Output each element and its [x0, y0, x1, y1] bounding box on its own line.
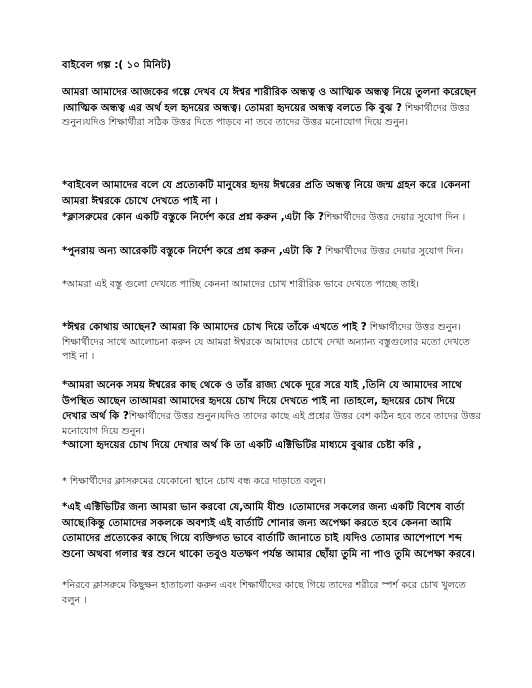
paragraph-another-object — [62, 244, 482, 260]
paragraph-normal-text: শিক্ষার্থীদের উত্তর দেয়ার সুযোগ দিন। — [322, 246, 464, 257]
paragraph-pretend-jesus — [62, 500, 482, 562]
paragraph-bold-text: *বাইবেল আমাদের বলে যে প্রত্যেকটি মানুষের হৃদয় ঈশ্বরের প্রতি অন্ধত্ব নিয়ে জন্ম গ্রহন করে ।কেননা আমরা ঈশ্বরকে চোখে দেখতে পাই না । — [62, 180, 470, 207]
paragraph-intro — [62, 85, 482, 131]
paragraph-bold-text: *আসো হৃদয়ের চোখ দিয়ে দেখার অর্থ কি তা একটি এক্টিভিটির মাধ্যমে বুঝার চেষ্টা করি , — [62, 440, 422, 451]
paragraph-bold-text: *ঈশ্বর কোথায় আছেন? আমরা কি আমাদের চোখ দিয়ে তাঁকে এখতে পাই ? — [62, 322, 367, 333]
paragraph-walk-quietly — [62, 578, 482, 608]
paragraph-bold-text: *ক্লাসরুমের কোন একটি বস্তুকে নির্দেশ করে প্রশ্ন করুন ,এটা কি ? — [62, 212, 324, 223]
paragraph-where-is-god — [62, 320, 482, 365]
paragraph-bold-text: *পুনরায় অন্য আরেকটি বস্তুকে নির্দেশ করে প্রশ্ন করুন ,এটা কি ? — [62, 246, 323, 257]
paragraph-normal-text: শিক্ষার্থীদের উত্তর শুনুন।যদিও শিক্ষার্থীরা সঠিক উত্তর দিতে পাড়বে না তবে তাদের উত্তর মনোযোগ দিয়ে শুনুন। — [62, 102, 470, 128]
paragraph-normal-text: *নিরবে ক্লাসরুমে কিছুক্ষন হাতাচলা করুন এবং শিক্ষার্থীদের কাছে গিয়ে তাদের শরীরে স্পর্শ করে চোখ খুলতে বলুন । — [62, 580, 466, 606]
paragraph-normal-text: শিক্ষার্থীদের উত্তর শুনুন।শিক্ষার্থীদের সাথে আলোচনা করুন যে আমরা ঈশ্বরকে আমাদের চোখে দেখা অন্যান্য বস্তুগুলোর মতো দেখতে পাই না । — [62, 322, 470, 362]
paragraph-bold-text: আমরা আমাদের আজকের গল্পে দেখব যে ঈশ্বর শারীরিক অন্ধত্ব ও আত্মিক অন্ধত্ব নিয়ে তুলনা করেছেন ।আত্মিক অন্ধত্ব এর অর্থ হল হৃদয়ের অন্ধত্ব। তোমরা হৃদয়ের অন্ধত্ব বলতে কি বুঝ ? — [62, 87, 477, 114]
paragraph-bold-text: *আমরা অনেক সময় ঈশ্বরের কাছ থেকে ও তাঁর রাজ্য থেকে দূরে সরে যাই ,তিনি যে আমাদের সাথে উপস্থিত আছেন তাআমরা আমাদের হৃদয়ে চোখ দিয়ে দেখতে পাই না ।তাহলে, হৃদয়ের চোখ দিয়ে দেখার অর্থ কি ? — [62, 380, 462, 422]
paragraph-bible-says — [62, 178, 482, 209]
paragraph-close-eyes — [62, 474, 482, 490]
paragraph-normal-text: * শিক্ষার্থীদের ক্লাসরুমের যেকোনো স্থানে চোখ বন্ধ করে দাড়াতে বলুন। — [62, 476, 326, 487]
paragraph-bold-text: *এই এক্টিভিটির জন্য আমরা ভান করবো যে,আমি যীশু ।তোমাদের সকলের জন্য একটি বিশেষ বার্তা আছে।কিন্তু তোমাদের সকলকে অবশ্যই এই বার্তাটি শোনার জন্য অপেক্ষা করতে হবে কেননা আমি তোমাদের প্রত্যেকের কাছে গিয়ে ব্যক্তিগত ভাবে বার্তাটি জানাতে চাই ।যদিও তোমার আশেপাশে শব্দ শুনো অথবা গলার স্বর শুনে থাকো তবুও যতক্ষণ পর্যন্ত আমার ছোঁয়া তুমি না পাও তুমি অপেক্ষা করবে। — [62, 502, 475, 560]
paragraph-eyes-of-heart — [62, 378, 482, 439]
paragraph-normal-text: *আমরা এই বস্তু গুলো দেখতে পাচ্ছি কেননা আমাদের চোখ শারীরিক ভাবে দেখতে পাচ্ছে তাই। — [62, 279, 419, 290]
section-heading: বাইবেল গল্প :( ১০ মিনিট) — [62, 60, 172, 71]
paragraph-we-see-objects — [62, 277, 482, 293]
paragraph-point-object — [62, 210, 482, 226]
paragraph-normal-text: শিক্ষার্থীদের উত্তর শুনুন।যদিও তাদের কাছে এই প্রশ্নের উত্তর বেশ কঠিন হবে তবে তাদের উত্তর মনোযোগ দিয়ে শুনুন। — [62, 411, 481, 437]
paragraph-activity-intro — [62, 438, 482, 454]
paragraph-normal-text: শিক্ষার্থীদের উত্তর দেয়ার সুযোগ দিন । — [323, 212, 466, 223]
